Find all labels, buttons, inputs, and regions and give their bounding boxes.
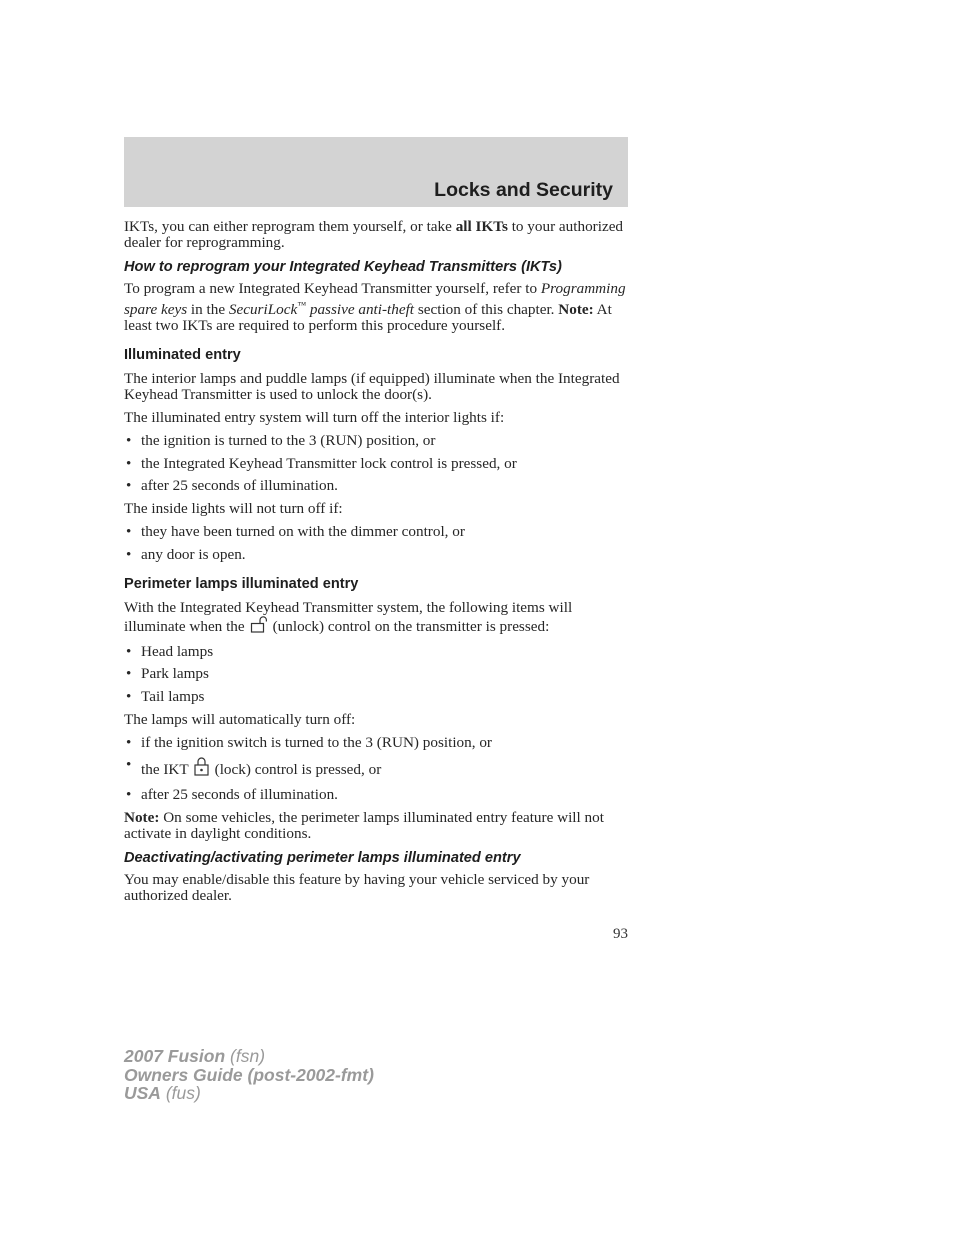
- list-item: • after 25 seconds of illumination.: [124, 787, 628, 803]
- intro-paragraph: [124, 219, 628, 251]
- illuminated-p3: The inside lights will not turn off if:: [124, 500, 343, 518]
- page-title: Locks and Security: [434, 179, 613, 201]
- reprogram-ref-securilock: SecuriLock: [228, 301, 298, 319]
- reprogram-ref-anti-theft: passive anti-theft: [306, 301, 415, 319]
- perimeter-off-list: [124, 735, 628, 803]
- reprogram-text: in the: [187, 301, 229, 319]
- perimeter-p2: The lamps will automatically turn off:: [124, 710, 356, 728]
- list-item: [124, 757, 628, 780]
- footer-line-2: [124, 1066, 374, 1085]
- lock-icon: [193, 757, 211, 780]
- reprogram-paragraph: [124, 281, 628, 334]
- list-item-text: (lock) control is pressed, or: [214, 761, 382, 779]
- footer-line-3: [124, 1084, 374, 1103]
- perimeter-items-list: [124, 644, 628, 705]
- reprogram-heading: How to reprogram your Integrated Keyhead Transmitters (IKTs): [124, 259, 562, 275]
- deactivate-paragraph: You may enable/disable this feature by having your vehicle serviced by your authorized dealer.: [124, 870, 590, 904]
- illuminated-p1: The interior lamps and puddle lamps (if equipped) illuminate when the Integrated Keyhead Transmitter is used to unlock the door(s).: [124, 370, 620, 404]
- illuminated-entry-heading: Illuminated entry: [124, 347, 241, 364]
- illuminated-stay-on-list: [124, 524, 628, 563]
- list-item: • Park lamps: [124, 666, 628, 682]
- trademark-mark: ™: [297, 300, 307, 310]
- note-text: On some vehicles, the perimeter lamps illuminated entry feature will not activate in daylight conditions.: [124, 808, 604, 842]
- list-item: • if the ignition switch is turned to the 3 (RUN) position, or: [124, 735, 628, 751]
- list-item: • the Integrated Keyhead Transmitter lock control is pressed, or: [124, 456, 628, 472]
- note-label: Note:: [558, 301, 594, 319]
- illuminated-off-list: [124, 433, 628, 494]
- perimeter-text: With the Integrated Keyhead Transmitter system, the following items will illuminate when the: [124, 598, 573, 635]
- footer-region: USA: [124, 1083, 161, 1103]
- perimeter-heading: Perimeter lamps illuminated entry: [124, 575, 359, 592]
- note-label: Note:: [124, 808, 160, 826]
- footer-line-1: [124, 1047, 374, 1066]
- intro-bold: all IKTs: [455, 218, 508, 235]
- reprogram-ref-spare-keys: Programming spare keys: [124, 280, 626, 319]
- deactivate-heading: Deactivating/activating perimeter lamps illuminated entry: [124, 849, 521, 866]
- page-content: [124, 219, 628, 911]
- perimeter-p1: [124, 600, 628, 637]
- list-item: • any door is open.: [124, 547, 628, 563]
- document-footer: [124, 1047, 374, 1103]
- list-item: • they have been turned on with the dimmer control, or: [124, 524, 628, 540]
- list-item-text: the IKT: [141, 761, 189, 779]
- intro-text: IKTs, you can either reprogram them yourself, or take: [124, 218, 456, 235]
- perimeter-note: [124, 810, 628, 842]
- footer-guide: Owners Guide (post-2002-fmt): [124, 1064, 374, 1085]
- footer-region-code: (fus): [160, 1083, 201, 1103]
- page-number: 93: [613, 926, 628, 942]
- footer-model-code: (fsn): [225, 1046, 266, 1066]
- reprogram-text: To program a new Integrated Keyhead Transmitter yourself, refer to: [124, 280, 541, 297]
- unlock-icon: [249, 616, 269, 637]
- intro-text-end: to your authorized dealer for reprogramming.: [124, 218, 624, 251]
- reprogram-text: At least two IKTs are required to perform this procedure yourself.: [124, 301, 612, 335]
- header-band: [124, 137, 628, 207]
- reprogram-text: section of this chapter.: [414, 301, 559, 319]
- list-item: • Head lamps: [124, 644, 628, 660]
- illuminated-p2: The illuminated entry system will turn off the interior lights if:: [124, 409, 505, 427]
- perimeter-text: (unlock) control on the transmitter is pressed:: [272, 617, 550, 635]
- list-item: • after 25 seconds of illumination.: [124, 478, 628, 494]
- list-item: • the ignition is turned to the 3 (RUN) position, or: [124, 433, 628, 449]
- footer-model: 2007 Fusion: [124, 1046, 226, 1066]
- list-item: • Tail lamps: [124, 689, 628, 705]
